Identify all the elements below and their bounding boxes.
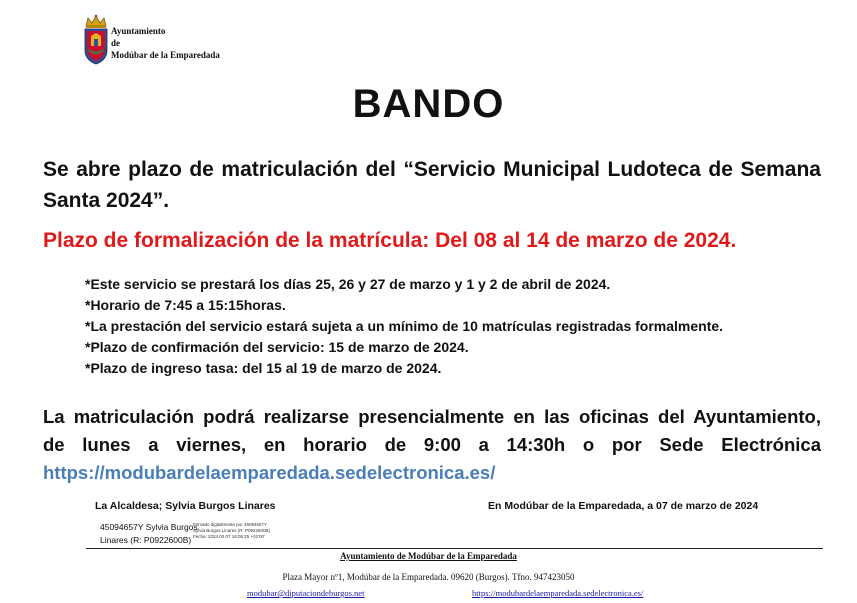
date-place: En Modúbar de la Emparedada, a 07 de marzo de 2024	[488, 500, 759, 512]
digital-signature-meta	[193, 522, 270, 540]
header-line-town: Modúbar de la Emparedada	[111, 50, 220, 60]
detail-item-fee: *Plazo de ingreso tasa: del 15 al 19 de marzo de 2024.	[85, 360, 442, 376]
registration-info	[43, 403, 821, 487]
service-details-list	[85, 274, 723, 379]
signer-line-2: Linares (R: P0922600B)	[100, 535, 192, 545]
announcement-text: Se abre plazo de matriculación del “Servicio Municipal Ludoteca de Semana Santa 2024”.	[43, 158, 821, 212]
letterhead	[82, 12, 282, 68]
enrollment-deadline: Plazo de formalización de la matrícula: Del 08 al 14 de marzo de 2024.	[43, 229, 737, 252]
footer-address: Plaza Mayor nº1, Modúbar de la Emparedada. 09620 (Burgos). Tfno. 947423050	[282, 572, 575, 582]
detail-item-schedule: *Horario de 7:45 a 15:15horas.	[85, 297, 286, 313]
signature-meta-line-3: Fecha: 2024.03.07 16:05:25 +01'00'	[193, 534, 265, 539]
registration-line-1: La matriculación podrá realizarse presencialmente en las oficinas del Ayuntamiento,	[43, 406, 821, 427]
footer-organization: Ayuntamiento de Modúbar de la Emparedada	[340, 551, 517, 561]
signer-line-1: 45094657Y Sylvia Burgos	[100, 522, 198, 532]
page-title: BANDO	[352, 82, 505, 126]
footer-email-link[interactable]: modubar@diputaciondeburgos.net	[247, 588, 365, 598]
sede-electronica-link[interactable]: https://modubardelaemparedada.sedelectronica.es/	[43, 462, 496, 483]
header-line-de: de	[111, 38, 120, 48]
coat-of-arms-icon	[82, 12, 110, 66]
signature-meta-line-2: Sylvia Burgos Linares (R: P0922600B)	[193, 528, 271, 533]
mayor-signature-label: La Alcaldesa; Sylvia Burgos Linares	[95, 500, 276, 512]
registration-line-2: de lunes a viernes, en horario de 9:00 a 14:30h o por Sede Electrónica	[43, 434, 821, 455]
digital-signer	[100, 521, 198, 547]
detail-item-minimum: *La prestación del servicio estará sujeta a un mínimo de 10 matrículas registradas formalmente.	[85, 318, 724, 334]
signature-meta-line-1: Firmado digitalmente por 45094657Y	[193, 522, 268, 527]
footer-website-link[interactable]: https://modubardelaemparedada.sedelectronica.es/	[472, 588, 644, 598]
footer-divider	[86, 548, 823, 549]
detail-item-dates: *Este servicio se prestará los días 25, 26 y 27 de marzo y 1 y 2 de abril de 2024.	[85, 276, 611, 292]
detail-item-confirmation: *Plazo de confirmación del servicio: 15 de marzo de 2024.	[85, 339, 469, 355]
header-line-ayuntamiento: Ayuntamiento	[111, 26, 166, 36]
